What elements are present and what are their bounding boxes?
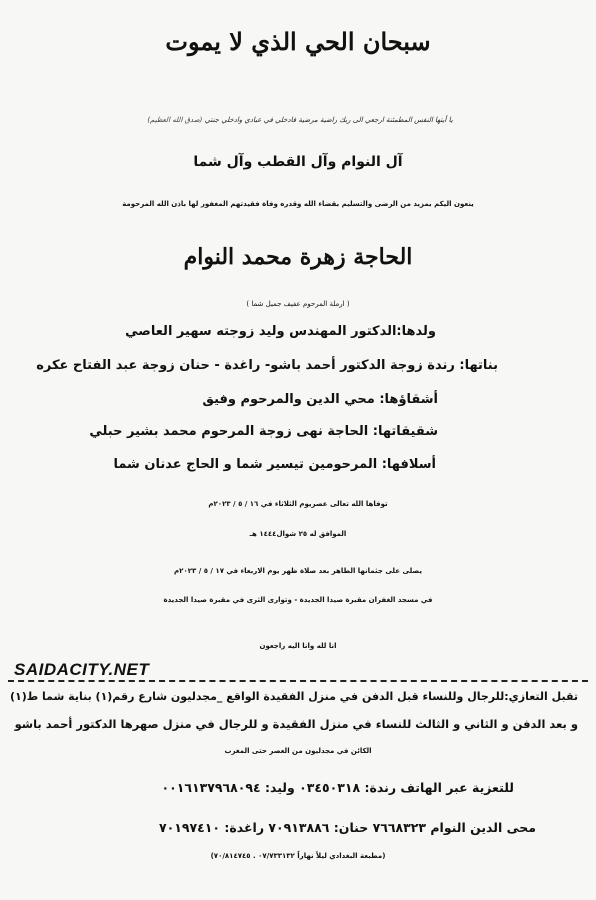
quran-verse: [0, 116, 596, 124]
calligraphy-heading: سبحان الحي الذي لا يموت: [165, 27, 431, 56]
families-heading: آل النوام وآل القطب وآل شما: [193, 154, 403, 170]
relative-inlaws: أسلافها: المرحومين تيسير شما و الحاج عدنان شما: [113, 457, 436, 472]
deceased-name: الحاجة زهرة محمد النوام: [183, 244, 413, 270]
phone-condolences-line-1: للتعزية عبر الهاتف رندة: ٠٣٤٥٠٣١٨ وليد: ٠٠١٦١٣٧٩٦٨٠٩٤: [161, 780, 514, 795]
verse-text: يا أيتها النفس المطمئنة ارجعي الى ربك راضية مرضية فادخلي في عبادي وادخلي جنتي: [204, 116, 453, 124]
death-date: توفاها الله تعالى عصريوم الثلاثاء في ١٦ / ٥ / ٢٠٢٣م: [208, 500, 388, 508]
funeral-mosque: في مسجد الغفران مقبرة صيدا الجديدة - وتوارى الثرى في مقبرة صيدا الجديدة: [163, 596, 433, 604]
dashed-divider: [8, 680, 588, 682]
site-watermark: SAIDACITY.NET: [14, 660, 150, 679]
condolences-line-3: الكائن في مجدليون من العصر حتى المغرب: [224, 747, 372, 755]
phone-condolences-line-2: محى الدين النوام ٧٦٦٨٣٢٣ حنان: ٧٠٩١٣٨٨٦ راغدة: ٧٠١٩٧٤١٠: [159, 820, 536, 835]
printer-credit: (مطبعة البغدادي ليلاً نهاراً ٠٧/٧٣٣١٣٢ . ٧٠/٨١٤٧٤٥): [210, 852, 386, 860]
relative-daughters: بناتها: رندة زوجة الدكتور أحمد باشو- راغدة - حنان زوجة عبد الفتاح عكره: [36, 358, 498, 373]
condolences-line-1: تقبل التعازي:للرجال وللنساء قبل الدفن في منزل الفقيدة الواقع _مجدليون شارع رقم(١) بناية شما ط(١): [9, 690, 578, 703]
quran-phrase: انا لله وانا اليه راجعون: [259, 642, 337, 650]
relative-sisters: شقيقاتها: الحاجة نهى زوجة المرحوم محمد بشير حبلي: [89, 424, 438, 439]
relative-son: ولدها:الدكتور المهندس وليد زوجته سهير العاصي: [125, 324, 436, 339]
widow-of-text: ( ارملة المرحوم عفيف جميل شما ): [246, 300, 350, 308]
hijri-date: الموافق له ٢٥ شوال١٤٤٤ هـ: [249, 530, 347, 538]
condolences-line-2: و بعد الدفن و الثاني و الثالث للنساء في منزل الفقيدة و للرجال في منزل صهرها الدكتور أحمد باشو: [14, 717, 578, 731]
funeral-prayer: يصلى على جثمانها الطاهر بعد صلاة ظهر يوم الاربعاء في ١٧ / ٥ / ٢٠٢٣م: [174, 567, 422, 575]
verse-reference: (صدق الله العظيم): [147, 116, 203, 124]
announcement-text: ينعون اليكم بمزيد من الرضى والتسليم بقضاء الله وقدره وفاة فقيدتهم المغفور لها باذن الله المرحومة: [122, 200, 474, 208]
relative-brothers: أشقاؤها: محي الدين والمرحوم وفيق: [202, 392, 438, 407]
